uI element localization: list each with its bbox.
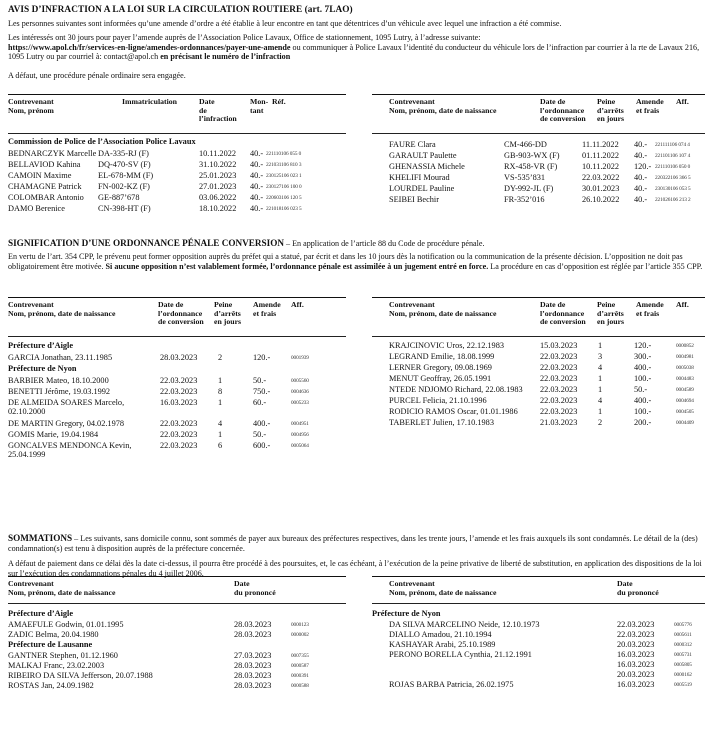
- reference: 230125106 023 1: [266, 173, 302, 179]
- infraction-date: 10.11.2022: [582, 162, 620, 171]
- table-row: [372, 151, 705, 162]
- arrest-days: 3: [598, 352, 603, 361]
- case-number: 0000002: [291, 632, 309, 638]
- amount: 600.-: [253, 441, 271, 450]
- table-row: [8, 171, 346, 182]
- divider: [8, 576, 346, 577]
- conversion-date: 22.03.2023: [540, 352, 578, 361]
- offender-name: COLOMBAR Antonio: [8, 193, 84, 202]
- divider: [372, 94, 705, 95]
- table-row: [372, 195, 705, 206]
- section-title-conversion: SIGNIFICATION D’UNE ORDONNANCE PÉNALE CONVERSION: [8, 238, 284, 248]
- table-row: [8, 441, 346, 460]
- table-row: [8, 376, 346, 387]
- header-plate: Immatriculation: [122, 97, 178, 106]
- header-date: Date de l’ordonnance de conversion: [540, 300, 586, 327]
- conversion-date: 15.03.2023: [540, 341, 578, 350]
- offender-name: CAMOIN Maxime: [8, 171, 72, 180]
- offender-name: DE ALMEIDA SOARES Marcelo, 02.10.2000: [8, 398, 125, 417]
- sommations-default-note: A défaut de paiement dans ce délai dès la date ci-dessus, il pourra être procédé à des poursuites, et, le cas échéant, à l’exécution de la peine privative de liberté de substitution, en application des dispositions de la loi sur l’exécution des condamnations pénales du 4 juillet 2006.: [8, 559, 702, 578]
- table-row: [8, 182, 346, 193]
- amount: 120.-: [634, 341, 652, 350]
- reference: 230127106 100 0: [266, 184, 302, 190]
- case-number: 0004589: [676, 387, 694, 393]
- conversion-date: 22.03.2023: [540, 374, 578, 383]
- header-date: Date de l’infraction: [199, 97, 237, 124]
- table-row: [8, 193, 346, 204]
- header-aff: Aff.: [676, 97, 689, 106]
- offender-name: KRAJCINOVIC Uros, 22.12.1983: [389, 341, 505, 350]
- case-number: 0004956: [291, 432, 309, 438]
- offender-name: GHENASSIA Michele: [389, 162, 465, 171]
- arrest-days: 1: [218, 398, 223, 407]
- divider: [372, 297, 705, 298]
- offender-name: GANTNER Stephen, 01.12.1960: [8, 651, 118, 660]
- case-number: 0005064: [291, 443, 309, 449]
- infraction-date: 18.10.2022: [199, 204, 237, 213]
- amount: 40.-: [250, 193, 264, 202]
- infraction-date: 25.01.2023: [199, 171, 237, 180]
- table-row: [8, 430, 346, 441]
- amount: 300.-: [634, 352, 652, 361]
- offender-name: GOMIS Marie, 19.04.1984: [8, 430, 99, 439]
- amount: 40.-: [250, 149, 264, 158]
- table-row: [372, 418, 705, 429]
- offender-name: BEDNARCZYK Marcelle: [8, 149, 97, 158]
- offender-name: RIBEIRO DA SILVA Jefferson, 20.07.1988: [8, 671, 153, 680]
- offender-name: BARBIER Mateo, 18.10.2000: [8, 376, 109, 385]
- header-name: Contrevenant Nom, prénom, date de naissance: [8, 300, 116, 318]
- offender-name: LERNER Gregory, 09.08.1969: [389, 363, 492, 372]
- case-number: 0001939: [291, 355, 309, 361]
- infraction-date: 26.10.2022: [582, 195, 620, 204]
- offender-name: ZADIC Belma, 20.04.1980: [8, 630, 99, 639]
- reference: 230130106 053 5: [655, 186, 691, 192]
- conversion-heading: [8, 238, 704, 249]
- header-days: Peine d’arrêts en jours: [597, 97, 625, 124]
- table-row: [8, 419, 346, 430]
- infraction-date: 31.10.2022: [199, 160, 237, 169]
- amount: 200.-: [634, 418, 652, 427]
- table-row: [372, 363, 705, 374]
- offender-name: GONCALVES MENDONCA Kevin, 25.04.1999: [8, 441, 132, 460]
- conversion-text-end: La procédure en cas d’opposition est réglée par l’article 355 CPP.: [488, 261, 703, 271]
- conversion-date: 22.03.2023: [160, 441, 198, 450]
- header-date: Date de l’ordonnance de conversion: [540, 97, 586, 124]
- amount: 400.-: [634, 363, 652, 372]
- offender-name: FAURE Clara: [389, 140, 436, 149]
- group-title: Commission de Police de l’Association Police Lavaux: [8, 137, 196, 146]
- plate-number: DY-992-JL (F): [504, 184, 554, 193]
- table-row: [372, 407, 705, 418]
- offender-name: BELLAVIOD Kahina: [8, 160, 81, 169]
- case-number: 0004951: [291, 421, 309, 427]
- table-row: [8, 204, 346, 215]
- plate-number: FN-002-KZ (F): [98, 182, 150, 191]
- offender-name: LEGRAND Emilie, 18.08.1999: [389, 352, 495, 361]
- amount: 40.-: [634, 195, 648, 204]
- offender-name: DA SILVA MARCELINO Neide, 12.10.1973: [389, 620, 540, 629]
- case-number: 0005519: [674, 682, 692, 688]
- case-number: 0007355: [291, 653, 309, 659]
- table-row: [372, 352, 705, 363]
- group-title: Préfecture de Nyon: [8, 364, 77, 373]
- plate-number: DA-335-RJ (F): [98, 149, 149, 158]
- group-title: Préfecture d’Aigle: [8, 341, 74, 350]
- case-number: 0000162: [674, 672, 692, 678]
- infraction-table-right: [372, 94, 705, 228]
- table-row: [8, 398, 346, 417]
- arrest-days: 6: [218, 441, 223, 450]
- sommations-table-right: [372, 576, 705, 728]
- table-row: [372, 140, 705, 151]
- amount: 40.-: [634, 140, 648, 149]
- reference: 221026106 213 2: [655, 197, 691, 203]
- table-row: [372, 680, 705, 691]
- arrest-days: 1: [598, 374, 603, 383]
- section-subtitle-conversion: – En application de l’article 88 du Code de procédure pénale.: [284, 239, 485, 248]
- conversion-date: 22.03.2023: [540, 363, 578, 372]
- plate-number: VS-535’831: [504, 173, 546, 182]
- header-amount: Amende et frais: [636, 97, 664, 115]
- header-ref: Réf.: [272, 97, 286, 106]
- offender-name: ROJAS BARBA Patricia, 26.02.1975: [389, 680, 514, 689]
- arrest-days: 1: [218, 376, 223, 385]
- conversion-date: 22.03.2023: [160, 419, 198, 428]
- header-aff: Aff.: [676, 300, 689, 309]
- section-title-infraction: AVIS D’INFRACTION A LA LOI SUR LA CIRCULATION ROUTIERE (art. 7LAO): [8, 5, 353, 15]
- conversion-body: [8, 252, 704, 271]
- amount: 40.-: [250, 204, 264, 213]
- header-name: Contrevenant Nom, prénom, date de naissance: [389, 300, 497, 318]
- conversion-date: 16.03.2023: [160, 398, 198, 407]
- offender-name: TABERLET Julien, 17.10.1983: [389, 418, 494, 427]
- case-number: 0005776: [674, 622, 692, 628]
- table-row: [8, 681, 346, 692]
- offender-name: CHAMAGNE Patrick: [8, 182, 82, 191]
- conversion-date: 22.03.2023: [160, 387, 198, 396]
- group-title: Préfecture d’Aigle: [8, 609, 74, 618]
- infraction-default-note: A défaut, une procédure pénale ordinaire sera engagée.: [8, 71, 186, 80]
- offender-name: NTEDE NDJOMO Richard, 22.08.1983: [389, 385, 523, 394]
- divider: [8, 133, 346, 134]
- table-row: [372, 396, 705, 407]
- amount: 40.-: [250, 171, 264, 180]
- case-number: 0000852: [676, 343, 694, 349]
- header-amount: Amende et frais: [636, 300, 664, 318]
- amount: 50.-: [634, 385, 648, 394]
- conversion-text: En vertu de l’art. 354 CPP, le prévenu peut former opposition auprès du préfet qui a statué, par écrit et dans les 10 jours dès la notification ou la communication de la présente décision. L’opposition ne doit pas obligatoirement être motivée.: [8, 252, 683, 271]
- offender-name: ROSTAS Jan, 24.09.1982: [8, 681, 94, 690]
- arrest-days: 1: [598, 341, 603, 350]
- conversion-date: 22.03.2023: [540, 396, 578, 405]
- offender-name: DAMO Berenice: [8, 204, 65, 213]
- amount: 750.-: [253, 387, 271, 396]
- conversion-date: 22.03.2023: [540, 385, 578, 394]
- amount: 40.-: [250, 160, 264, 169]
- table-row: [372, 173, 705, 184]
- offender-name: MALKAJ Franc, 23.02.2003: [8, 661, 105, 670]
- amount: 50.-: [253, 430, 267, 439]
- offender-name: PURCEL Felicia, 21.10.1996: [389, 396, 487, 405]
- amount: 40.-: [250, 182, 264, 191]
- header-amount: Mon- tant: [250, 97, 269, 115]
- divider: [372, 133, 705, 134]
- infraction-date: 10.11.2022: [199, 149, 237, 158]
- header-name: Contrevenant Nom, prénom, date de naissance: [8, 579, 116, 597]
- offender-name: LOURDEL Pauline: [389, 184, 455, 193]
- amount: 40.-: [634, 184, 648, 193]
- case-number: 0005038: [676, 365, 694, 371]
- table-row: [8, 149, 346, 160]
- section-title-sommations: SOMMATIONS: [8, 533, 73, 543]
- reference: 220603106 120 5: [266, 195, 302, 201]
- arrest-days: 1: [598, 407, 603, 416]
- infraction-date: 27.01.2023: [199, 182, 237, 191]
- arrest-days: 2: [218, 353, 223, 362]
- header-name: Contrevenant Nom, prénom: [8, 97, 54, 115]
- reference: 221110106 055 0: [266, 151, 302, 157]
- amount: 100.-: [634, 374, 652, 383]
- offender-name: PERONO BORELLA Cynthia, 21.12.1991: [389, 650, 532, 659]
- case-number: 0005233: [291, 400, 309, 406]
- ruling-date: 28.03.2023: [234, 630, 272, 639]
- arrest-days: 4: [218, 419, 223, 428]
- table-row: [372, 341, 705, 352]
- table-row: [372, 162, 705, 173]
- header-name: Contrevenant Nom, prénom, date de naissance: [389, 579, 497, 597]
- conversion-table-right: [372, 297, 705, 477]
- divider: [372, 603, 705, 604]
- ruling-date: 22.03.2023: [617, 620, 655, 629]
- table-row: [372, 374, 705, 385]
- conversion-date: 28.03.2023: [160, 353, 198, 362]
- case-number: 0004981: [676, 354, 694, 360]
- infraction-table-left: [8, 94, 346, 228]
- arrest-days: 4: [598, 396, 603, 405]
- sommations-table-left: [8, 576, 346, 728]
- offender-name: AMAEFULE Godwin, 01.01.1995: [8, 620, 124, 629]
- amount: 50.-: [253, 376, 267, 385]
- divider: [8, 603, 346, 604]
- infraction-date: 22.03.2022: [582, 173, 620, 182]
- case-number: 0005611: [674, 632, 692, 638]
- ruling-date: 16.03.2023: [617, 650, 655, 659]
- arrest-days: 1: [218, 430, 223, 439]
- case-number: 0004636: [291, 389, 309, 395]
- reference: 221111106 074 4: [655, 142, 690, 148]
- infraction-date: 11.11.2022: [582, 140, 619, 149]
- divider: [8, 297, 346, 298]
- offender-name: DE MARTIN Gregory, 04.02.1978: [8, 419, 125, 428]
- ruling-date: 20.03.2023: [617, 640, 655, 649]
- reference: 221101106 107 4: [655, 153, 691, 159]
- arrest-days: 1: [598, 385, 603, 394]
- offender-name: RODICIO RAMOS Oscar, 01.01.1986: [389, 407, 518, 416]
- header-date: Date de l’ordonnance de conversion: [158, 300, 204, 327]
- arrest-days: 4: [598, 363, 603, 372]
- header-name: Contrevenant Nom, prénom, date de naissance: [389, 97, 497, 115]
- ruling-date: 28.03.2023: [234, 681, 272, 690]
- group-title: Préfecture de Lausanne: [8, 640, 93, 649]
- case-number: 0005731: [674, 652, 692, 658]
- plate-number: CM-466-DD: [504, 140, 547, 149]
- conversion-emphasis: Si aucune opposition n’est valablement formée, l’ordonnance pénale est assimilée à un jugement entré en force.: [105, 261, 489, 271]
- amount: 400.-: [253, 419, 271, 428]
- payment-link[interactable]: https://www.apol.ch/fr/services-en-ligne/amendes-ordonnances/payer-une-amende: [8, 42, 291, 52]
- offender-name: GARCIA Jonathan, 23.11.1985: [8, 353, 113, 362]
- header-days: Peine d’arrêts en jours: [597, 300, 625, 327]
- divider: [8, 336, 346, 337]
- group-title: Préfecture de Nyon: [372, 609, 441, 618]
- amount: 60.-: [253, 398, 267, 407]
- sommations-text: – Les suivants, sans domicile connu, sont sommés de payer aux bureaux des préfectures respectives, dans les trente jours, l’amende et les frais auxquels ils sont condamnés. Le détail de la (des) condamnation(s) est tenu à disposition auprès de la préfecture concernée.: [8, 534, 698, 554]
- case-number: 0000587: [291, 663, 309, 669]
- plate-number: DQ-470-SV (F): [98, 160, 151, 169]
- table-row: [8, 160, 346, 171]
- ruling-date: 28.03.2023: [234, 620, 272, 629]
- conversion-date: 21.03.2023: [540, 418, 578, 427]
- ruling-date: 16.03.2023: [617, 660, 655, 669]
- amount: 100.-: [634, 407, 652, 416]
- ruling-date: 20.03.2023: [617, 670, 655, 679]
- amount: 120.-: [634, 162, 652, 171]
- case-number: 0004505: [676, 409, 694, 415]
- header-date: Date du prononcé: [234, 579, 276, 597]
- case-number: 0000391: [291, 673, 309, 679]
- offender-name: SEIBEI Bechir: [389, 195, 440, 204]
- infraction-date: 30.01.2023: [582, 184, 620, 193]
- conversion-date: 22.03.2023: [160, 376, 198, 385]
- offender-name: GARAULT Paulette: [389, 151, 457, 160]
- plate-number: RX-458-VR (F): [504, 162, 558, 171]
- conversion-table-left: [8, 297, 346, 477]
- infraction-date: 01.11.2022: [582, 151, 620, 160]
- infraction-date: 03.06.2022: [199, 193, 237, 202]
- amount: 40.-: [634, 173, 648, 182]
- sommations-body: [8, 533, 704, 554]
- reference: 221031106 810 3: [266, 162, 302, 168]
- payment-text-2: ou communiquer à Police Lavaux l’identité du conducteur du véhicule lors de l’infraction par courrier à la rte de Lavaux 216, 1095 Lutry ou par courriel à: contact@apol.ch: [8, 42, 700, 62]
- arrest-days: 8: [218, 387, 223, 396]
- reference: 220322106 366 5: [655, 175, 691, 181]
- conversion-date: 22.03.2023: [540, 407, 578, 416]
- divider: [8, 94, 346, 95]
- case-number: 0000588: [291, 683, 309, 689]
- reference: 221018106 023 5: [266, 206, 302, 212]
- header-days: Peine d’arrêts en jours: [214, 300, 242, 327]
- payment-text: Les intéressés ont 30 jours pour payer l’amende auprès de l’Association Police Lavaux, Office de stationnement, 1095 Lutry, à l’adresse suivante:: [8, 33, 481, 42]
- plate-number: EL-678-MM (F): [98, 171, 154, 180]
- case-number: 0005560: [291, 378, 309, 384]
- amount: 120.-: [253, 353, 271, 362]
- plate-number: GB-903-WX (F): [504, 151, 560, 160]
- offender-name: KASHAYAR Arabi, 25.10.1989: [389, 640, 496, 649]
- case-number: 0005805: [674, 662, 692, 668]
- reference: 221110106 050 0: [655, 164, 691, 170]
- offender-name: BENETTI Jérôme, 19.03.1992: [8, 387, 111, 396]
- plate-number: FR-352’016: [504, 195, 545, 204]
- case-number: 0004483: [676, 376, 694, 382]
- case-number: 0000312: [674, 642, 692, 648]
- header-date: Date du prononcé: [617, 579, 659, 597]
- divider: [372, 336, 705, 337]
- header-aff: Aff.: [291, 300, 304, 309]
- amount: 400.-: [634, 396, 652, 405]
- payment-emphasis: en précisant le numéro de l’infraction: [160, 52, 291, 62]
- table-row: [8, 387, 346, 398]
- amount: 40.-: [634, 151, 648, 160]
- case-number: 0000123: [291, 622, 309, 628]
- infraction-intro: Les personnes suivantes sont informées qu’une amende d’ordre a été établie à leur encontre en tant que détentrices d’un véhicule avec lequel une infraction a été commise.: [8, 19, 562, 28]
- arrest-days: 2: [598, 418, 603, 427]
- case-number: 0004409: [676, 420, 694, 426]
- offender-name: MENUT Geoffray, 26.05.1991: [389, 374, 492, 383]
- conversion-date: 22.03.2023: [160, 430, 198, 439]
- infraction-payment-instructions: [8, 33, 704, 62]
- ruling-date: 22.03.2023: [617, 630, 655, 639]
- case-number: 0004694: [676, 398, 694, 404]
- offender-name: DIALLO Amadou, 21.10.1994: [389, 630, 492, 639]
- plate-number: CN-398-HT (F): [98, 204, 151, 213]
- table-row: [372, 385, 705, 396]
- plate-number: GE-887’678: [98, 193, 140, 202]
- ruling-date: 16.03.2023: [617, 680, 655, 689]
- divider: [372, 576, 705, 577]
- ruling-date: 28.03.2023: [234, 661, 272, 670]
- header-amount: Amende et frais: [253, 300, 281, 318]
- ruling-date: 27.03.2023: [234, 651, 272, 660]
- ruling-date: 28.03.2023: [234, 671, 272, 680]
- offender-name: KHELIFI Mourad: [389, 173, 450, 182]
- table-row: [8, 353, 346, 364]
- table-row: [372, 184, 705, 195]
